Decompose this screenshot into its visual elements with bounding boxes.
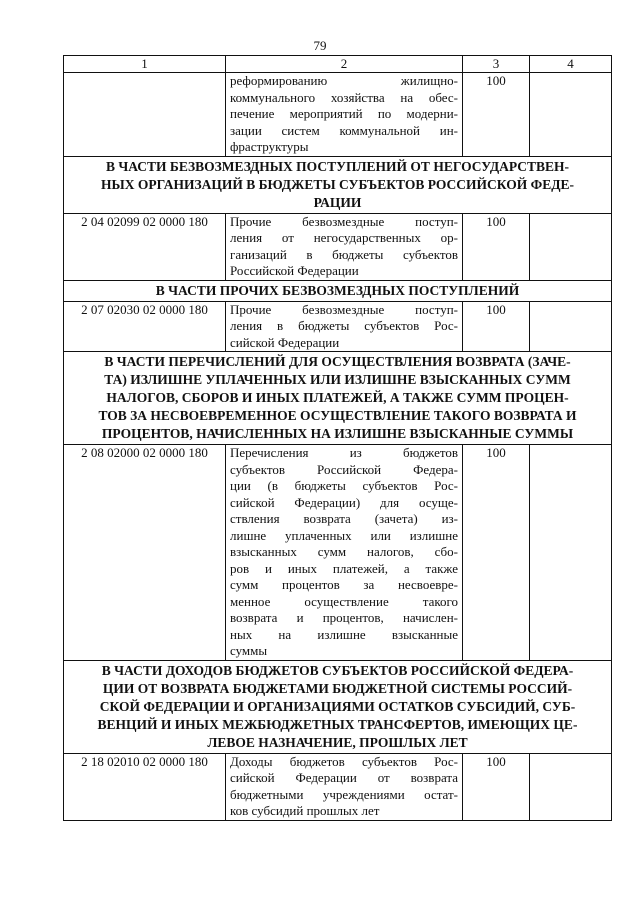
section-title-line: НЫХ ОРГАНИЗАЦИЙ В БЮДЖЕТЫ СУБЪЕКТОВ РОССИЙСКОЙ ФЕДЕ-: [100, 176, 575, 192]
section-title-line: В ЧАСТИ ДОХОДОВ БЮДЖЕТОВ СУБЪЕКТОВ РОССИЙСКОЙ ФЕДЕРА-: [101, 662, 574, 678]
description-line: Прочие безвозмездные поступ-: [230, 301, 458, 317]
column-header-2: 2: [226, 56, 463, 73]
section-title-line: ВЕНЦИЙ И ИНЫХ МЕЖБЮДЖЕТНЫХ ТРАНСФЕРТОВ, ИМЕЮЩИХ ЦЕ-: [97, 716, 578, 732]
section-title-line: НАЛОГОВ, СБОРОВ И ИНЫХ ПЛАТЕЖЕЙ, А ТАКЖЕ СУММ ПРОЦЕН-: [106, 390, 569, 405]
table-row: [64, 445, 612, 661]
section-header-row: [64, 660, 612, 753]
empty-cell: [530, 213, 612, 280]
empty-cell: [530, 753, 612, 820]
section-header-row: [64, 352, 612, 445]
description-cell: [226, 301, 463, 352]
empty-cell: [530, 73, 612, 157]
section-title-line: ТОВ ЗА НЕСВОЕВРЕМЕННОЕ ОСУЩЕСТВЛЕНИЕ ТАКОГО ВОЗВРАТА И: [98, 408, 577, 423]
empty-cell: [530, 445, 612, 661]
description-line: ков субсидий прошлых лет: [230, 803, 380, 818]
standard-value-cell: 100: [463, 301, 530, 352]
section-title-line: ТА) ИЗЛИШНЕ УПЛАЧЕННЫХ ИЛИ ИЗЛИШНЕ ВЗЫСКАННЫХ СУММ: [104, 372, 571, 387]
budget-code-cell: 2 07 02030 02 0000 180: [64, 301, 226, 352]
description-cell: [226, 213, 463, 280]
section-title-line: РАЦИИ: [313, 194, 362, 210]
description-line: ления в бюджеты субъектов Рос-: [230, 318, 458, 333]
description-line: сийской Федерации от возврата: [230, 770, 458, 785]
budget-code-cell: [64, 73, 226, 157]
description-line: менное осуществление такого: [230, 593, 458, 609]
table-row: [64, 213, 612, 280]
description-line: суммы: [230, 643, 268, 658]
description-line: реформированию жилищно-: [230, 73, 458, 88]
section-header-row: [64, 156, 612, 213]
description-line: ных на излишне взысканные: [230, 626, 458, 642]
description-line: взысканных сумм налогов, сбо-: [230, 544, 458, 559]
description-line: возврата и процентов, начислен-: [230, 610, 458, 625]
section-title-line: СКОЙ ФЕДЕРАЦИИ И ОРГАНИЗАЦИЯМИ ОСТАТКОВ СУБСИДИЙ, СУБ-: [99, 698, 576, 714]
section-title-line: В ЧАСТИ ПЕРЕЧИСЛЕНИЙ ДЛЯ ОСУЩЕСТВЛЕНИЯ ВОЗВРАТА (ЗАЧЕ-: [104, 354, 571, 369]
description-cell: [226, 753, 463, 820]
table-header-row: [64, 56, 612, 73]
description-line: сийской Федерации: [230, 334, 340, 350]
description-line: зации систем коммунальной ин-: [230, 122, 458, 138]
section-title-line: ПРОЦЕНТОВ, НАЧИСЛЕННЫХ НА ИЗЛИШНЕ ВЗЫСКАННЫЕ СУММЫ: [101, 426, 574, 441]
budget-code-cell: 2 08 02000 02 0000 180: [64, 445, 226, 661]
section-header-row: [64, 280, 612, 301]
standard-value-cell: 100: [463, 213, 530, 280]
description-line: фраструктуры: [230, 139, 309, 154]
section-title-line: ЦИИ ОТ ВОЗВРАТА БЮДЖЕТАМИ БЮДЖЕТНОЙ СИСТЕМЫ РОССИЙ-: [102, 680, 573, 696]
description-line: бюджетными учреждениями остат-: [230, 786, 458, 802]
column-header-3: 3: [463, 56, 530, 73]
column-header-4: 4: [530, 56, 612, 73]
description-line: ров и иных платежей, а также: [230, 560, 458, 576]
section-title: [64, 156, 612, 213]
description-line: сумм процентов за несвоевре-: [230, 577, 458, 592]
table-row: [64, 753, 612, 820]
description-line: коммунального хозяйства на обес-: [230, 89, 458, 105]
description-line: ствления возврата (зачета) из-: [230, 511, 458, 526]
description-line: Прочие безвозмездные поступ-: [230, 213, 458, 229]
description-cell: [226, 445, 463, 661]
section-title-line: ЛЕВОЕ НАЗНАЧЕНИЕ, ПРОШЛЫХ ЛЕТ: [207, 734, 468, 750]
description-cell: [226, 73, 463, 157]
section-title: [64, 352, 612, 445]
description-line: ления от негосударственных ор-: [230, 230, 458, 245]
section-title: [64, 280, 612, 301]
description-line: лишне уплаченных или излишне: [230, 527, 458, 543]
description-line: субъектов Российской Федера-: [230, 461, 458, 477]
standard-value-cell: 100: [463, 753, 530, 820]
page-number: 79: [313, 38, 327, 53]
section-title-line: В ЧАСТИ БЕЗВОЗМЕЗДНЫХ ПОСТУПЛЕНИЙ ОТ НЕГОСУДАРСТВЕН-: [105, 158, 570, 174]
description-line: печение мероприятий по модерни-: [230, 106, 458, 121]
column-header-1: 1: [64, 56, 226, 73]
empty-cell: [530, 301, 612, 352]
description-line: Российской Федерации: [230, 263, 359, 278]
table-row: [64, 73, 612, 157]
budget-code-cell: 2 04 02099 02 0000 180: [64, 213, 226, 280]
section-title-line: В ЧАСТИ ПРОЧИХ БЕЗВОЗМЕЗДНЫХ ПОСТУПЛЕНИЙ: [155, 282, 520, 298]
table-row: [64, 301, 612, 352]
description-line: Перечисления из бюджетов: [230, 445, 458, 460]
standard-value-cell: 100: [463, 445, 530, 661]
description-line: ции (в бюджеты субъектов Рос-: [230, 478, 458, 493]
standard-value-cell: 100: [463, 73, 530, 157]
section-title: [64, 660, 612, 753]
description-line: сийской Федерации) для осуще-: [230, 494, 458, 510]
budget-table: [63, 55, 612, 821]
description-line: ганизаций в бюджеты субъектов: [230, 246, 458, 262]
description-line: Доходы бюджетов субъектов Рос-: [230, 753, 458, 769]
budget-code-cell: 2 18 02010 02 0000 180: [64, 753, 226, 820]
